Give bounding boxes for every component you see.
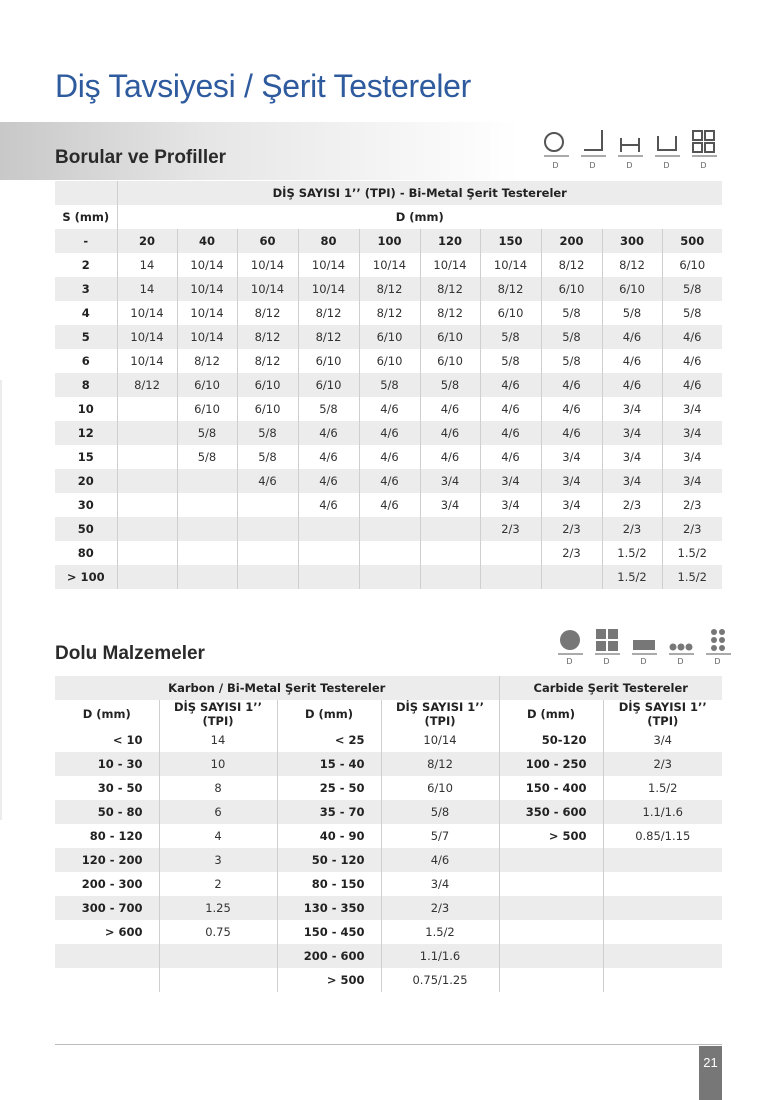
tpi-cell [480,565,541,589]
tpi-cell: 6/10 [420,325,480,349]
tpi-cell [359,565,420,589]
page-title: Diş Tavsiyesi / Şerit Testereler [55,68,472,104]
u-channel-icon: D [648,128,685,170]
tpi-cell: 2/3 [381,896,499,920]
diameter-cell: 50-120 [499,728,603,752]
tpi-cell: 6/10 [381,776,499,800]
tpi-cell: 4/6 [662,325,722,349]
tpi-cell: 4/6 [298,493,359,517]
tpi-cell: 10/14 [117,349,177,373]
table-row [55,277,722,301]
tpi-cell [117,565,177,589]
tpi-cell: 4/6 [420,445,480,469]
tpi-cell: 4/6 [420,397,480,421]
tpi-cell: 4/6 [662,373,722,397]
tpi-cell [159,944,277,968]
tpi-cell: 4/6 [480,421,541,445]
table-row [55,968,722,992]
diameter-cell: 50 - 80 [55,800,159,824]
table-row [55,872,722,896]
tpi-cell: 1.5/2 [602,565,662,589]
tpi-cell: 5/8 [480,349,541,373]
tpi-cell: 8/12 [237,349,298,373]
tpi-cell: 3/4 [420,493,480,517]
diameter-cell [499,944,603,968]
diameter-cell: 35 - 70 [277,800,381,824]
group-carbide: Carbide Şerit Testereler [499,676,722,700]
tpi-cell: 3/4 [662,469,722,493]
tpi-cell: 4/6 [359,421,420,445]
tpi-cell [480,541,541,565]
tpi-cell: 3 [159,848,277,872]
tpi-cell: 1.5/2 [662,565,722,589]
tpi-cell: 1.25 [159,896,277,920]
bundle-stack-icon: D [699,628,736,666]
tpi-cell [603,944,722,968]
table-row [55,776,722,800]
tpi-cell: 8/12 [298,301,359,325]
tpi-cell: 5/8 [237,445,298,469]
diameter-cell [499,896,603,920]
s-value: 4 [55,301,117,325]
diameter-cell: 15 - 40 [277,752,381,776]
tpi-cell: 4 [159,824,277,848]
tpi-cell: 14 [117,253,177,277]
tpi-cell: 4/6 [541,421,602,445]
tpi-cell [177,493,237,517]
tpi-cell: 4/6 [359,445,420,469]
tpi-cell: 8/12 [177,349,237,373]
tpi-cell: 0.75/1.25 [381,968,499,992]
table-row [55,325,722,349]
tpi-cell: 4/6 [541,397,602,421]
diameter-cell: > 500 [499,824,603,848]
tpi-cell: 4/6 [420,421,480,445]
tpi-cell [603,968,722,992]
tpi-cell [298,541,359,565]
tpi-cell: 10/14 [420,253,480,277]
tpi-cell: 10/14 [359,253,420,277]
d-value: 100 [359,229,420,253]
bundle-row-icon: D [662,628,699,666]
tpi-cell: 10/14 [177,301,237,325]
diameter-cell: 80 - 150 [277,872,381,896]
tpi-cell: 10/14 [298,277,359,301]
d-value: 60 [237,229,298,253]
solid-tpi-table [55,676,722,992]
tpi-cell: 4/6 [602,373,662,397]
tpi-cell [237,493,298,517]
tpi-cell [298,517,359,541]
diameter-cell [499,920,603,944]
s-value: 30 [55,493,117,517]
tpi-cell: 3/4 [682,450,702,464]
diameter-cell: 350 - 600 [499,800,603,824]
diameter-cell: > 500 [277,968,381,992]
tpi-cell: 2/3 [662,517,722,541]
tpi-cell: 6/10 [298,349,359,373]
table-row [55,301,722,325]
tpi-cell [177,565,237,589]
tpi-cell [177,517,237,541]
tpi-cell [117,397,177,421]
tpi-cell: 8/12 [359,277,420,301]
h-beam-icon: D [626,161,633,170]
diameter-cell: 100 - 250 [499,752,603,776]
d-value: 80 [298,229,359,253]
tpi-cell: 5/8 [541,301,602,325]
tpi-cell: 4/6 [480,373,541,397]
tpi-cell: 4/6 [602,349,662,373]
angle-icon: D [574,128,611,170]
tpi-cell: 6/10 [298,373,359,397]
d-value: 40 [177,229,237,253]
tpi-cell: 4/6 [298,445,359,469]
tpi-cell [117,421,177,445]
tpi-cell: 3/4 [602,469,662,493]
tpi-cell: 2/3 [602,493,662,517]
s-value: 50 [55,517,117,541]
tpi-cell [603,872,722,896]
tpi-cell [420,565,480,589]
tpi-cell: 3/4 [653,733,672,747]
diameter-cell [55,944,159,968]
tpi-cell [603,920,722,944]
flat-bar-icon: D [625,628,662,666]
tpi-cell [420,541,480,565]
tpi-cell: 6/10 [420,349,480,373]
table-row [55,800,722,824]
tpi-cell [177,469,237,493]
section-title-solid: Dolu Malzemeler [55,643,205,664]
s-value: 8 [55,373,117,397]
table-row [55,445,722,469]
tpi-cell: 8/12 [480,277,541,301]
tpi-cell: 3/4 [602,421,662,445]
tpi-cell [603,896,722,920]
table-row [55,397,722,421]
tpi-cell: 10/14 [177,325,237,349]
s-value: 80 [55,541,117,565]
diameter-cell: 200 - 600 [277,944,381,968]
diameter-cell: 150 - 400 [499,776,603,800]
tpi-cell: 5/8 [602,301,662,325]
tpi-cell: 4/6 [359,493,420,517]
header-row-dvalues: - 20 40 60 80 100 120 150 200 300 500 [55,229,722,253]
tpi-cell: 5/8 [177,445,237,469]
tpi-cell [298,565,359,589]
tpi-cell: 3/4 [541,469,602,493]
tpi-cell: 8 [159,776,277,800]
tpi-cell: 2/3 [682,498,702,512]
tpi-cell: 1.1/1.6 [381,944,499,968]
tpi-cell: 3/4 [480,493,541,517]
diameter-cell: 40 - 90 [277,824,381,848]
table-row [55,824,722,848]
tpi-cell: 5/8 [541,349,602,373]
tpi-cell: 5/8 [177,421,237,445]
s-value: 5 [55,325,117,349]
table-row [55,493,722,517]
tpi-cell: 2/3 [541,541,602,565]
s-value: 3 [55,277,117,301]
tpi-cell: 5/8 [480,325,541,349]
column-header-row: D (mm) DİŞ SAYISI 1’’ (TPI) D (mm) DİŞ SAYISI 1’’ (TPI) D (mm) DİŞ SAYISI 1’’ (TPI) [55,700,722,728]
tpi-cell: 1.1/1.6 [603,800,722,824]
tpi-cell: 6/10 [359,325,420,349]
tpi-cell: 8/12 [381,752,499,776]
tpi-cell [237,517,298,541]
tpi-cell: 8/12 [117,373,177,397]
diameter-cell [499,848,603,872]
tpi-cell: 3/4 [541,445,602,469]
tpi-cell: 6/10 [602,277,662,301]
tpi-cell: 10/14 [237,277,298,301]
tpi-cell [359,541,420,565]
diameter-cell [499,968,603,992]
tpi-cell: 8/12 [237,325,298,349]
tpi-cell: 5/8 [420,373,480,397]
square-bars-icon: D [588,628,625,666]
footer-divider [55,1044,722,1045]
s-value: 20 [55,469,117,493]
tpi-cell [117,493,177,517]
tpi-cell: 10/14 [298,253,359,277]
tpi-cell [177,541,237,565]
tpi-cell: 3/4 [480,469,541,493]
tpi-cell: 8/12 [420,277,480,301]
tpi-cell: 6/10 [177,397,237,421]
d-value: 500 [662,229,722,253]
main-header: DİŞ SAYISI 1’’ (TPI) - Bi-Metal Şerit Testereler [117,181,722,205]
table-row [55,373,722,397]
tpi-cell [237,565,298,589]
tpi-cell: 4/6 [237,469,298,493]
tpi-cell: 5/8 [682,306,702,320]
tpi-cell: 5/8 [541,325,602,349]
tpi-cell: 10/14 [480,253,541,277]
table-row [55,848,722,872]
table-row [55,541,722,565]
tpi-cell: 1.5/2 [677,546,707,560]
diameter-cell: 300 - 700 [55,896,159,920]
tpi-cell: 10 [159,752,277,776]
diameter-cell: 200 - 300 [55,872,159,896]
tpi-cell: 4/6 [541,373,602,397]
tpi-cell: 5/8 [359,373,420,397]
s-value: 2 [55,253,117,277]
diameter-cell: 10 - 30 [55,752,159,776]
diameter-cell: 150 - 450 [277,920,381,944]
tpi-cell: 6/10 [359,349,420,373]
tpi-cell: 1.5/2 [602,541,662,565]
tpi-cell: 6/10 [480,301,541,325]
tpi-cell: 4/6 [359,469,420,493]
tpi-cell: 5/8 [298,397,359,421]
tpi-cell: 10/14 [237,253,298,277]
table-row [55,349,722,373]
tpi-cell: 4/6 [682,354,702,368]
tpi-cell: 4/6 [381,848,499,872]
d-value: 300 [602,229,662,253]
page-number: 21 [699,1046,722,1100]
tpi-cell: 10/14 [381,728,499,752]
tpi-cell: 4/6 [602,325,662,349]
tpi-cell: 2/3 [541,517,602,541]
tpi-cell [159,968,277,992]
tpi-cell: 8/12 [420,301,480,325]
group-header-row [55,676,722,700]
table-row [55,752,722,776]
d-value: 150 [480,229,541,253]
tpi-cell: 3/4 [602,397,662,421]
tpi-cell: 10/14 [117,325,177,349]
table-row [55,517,722,541]
tpi-cell: 1.5/2 [381,920,499,944]
tpi-cell: 8/12 [602,253,662,277]
tpi-cell: 2/3 [602,517,662,541]
edge-mark [0,380,2,820]
tpi-cell [117,445,177,469]
diameter-cell: > 600 [55,920,159,944]
tpi-cell: 8/12 [541,253,602,277]
tpi-cell: 6/10 [237,373,298,397]
tpi-cell: 14 [117,277,177,301]
tpi-cell: 5/8 [381,800,499,824]
s-value: 15 [55,445,117,469]
tpi-cell: 4/6 [480,397,541,421]
tpi-cell: 2/3 [603,752,722,776]
diameter-cell: 120 - 200 [55,848,159,872]
tpi-cell [541,565,602,589]
diameter-cell: 50 - 120 [277,848,381,872]
diameter-cell: < 25 [277,728,381,752]
table-row [55,253,722,277]
tpi-cell: 4/6 [298,469,359,493]
round-bar-icon: D [551,628,588,666]
square-tubes-icon: D [685,128,722,170]
header-row-d [55,205,722,229]
table-row [55,920,722,944]
tpi-cell: 5/8 [237,421,298,445]
d-value: 200 [541,229,602,253]
tube-tpi-table [55,181,722,589]
tpi-cell: 3/4 [381,872,499,896]
s-header: S (mm) [55,205,117,229]
table-row [55,728,722,752]
diameter-cell: 25 - 50 [277,776,381,800]
tpi-cell: 3/4 [420,469,480,493]
tpi-cell [359,517,420,541]
tpi-cell: 10/14 [177,277,237,301]
tpi-cell: 4/6 [298,421,359,445]
tpi-cell: 8/12 [237,301,298,325]
tpi-cell: 8/12 [359,301,420,325]
tpi-cell: 1.5/2 [648,781,678,795]
tpi-cell: 2 [159,872,277,896]
tpi-cell: 2/3 [480,517,541,541]
tpi-cell [420,517,480,541]
s-value: 6 [55,349,117,373]
tpi-cell: 5/7 [381,824,499,848]
tpi-cell: 3/4 [541,493,602,517]
diameter-cell: 130 - 350 [277,896,381,920]
solid-icons [551,628,736,666]
tpi-cell: 4/6 [359,397,420,421]
d-value: 20 [117,229,177,253]
tpi-cell: 6/10 [541,277,602,301]
tpi-cell: 8/12 [298,325,359,349]
diameter-cell: 80 - 120 [55,824,159,848]
tube-icon: D [537,128,574,170]
table-row [55,896,722,920]
table-row [55,469,722,493]
header-row-main [55,181,722,205]
s-value: > 100 [55,565,117,589]
table-row [55,421,722,445]
tpi-cell: 5/8 [662,277,722,301]
tpi-cell [603,848,722,872]
tpi-cell: 10/14 [177,253,237,277]
table-row [55,565,722,589]
tpi-cell: 3/4 [602,445,662,469]
tpi-cell [237,541,298,565]
tpi-cell: 6/10 [679,258,706,272]
group-carbon: Karbon / Bi-Metal Şerit Testereler [55,676,499,700]
tpi-cell: 4/6 [480,445,541,469]
section-title-tubes: Borular ve Profiller [55,147,227,168]
diameter-cell: 30 - 50 [55,776,159,800]
diameter-cell [499,872,603,896]
diameter-cell [55,968,159,992]
diameter-cell: < 10 [55,728,159,752]
tpi-cell: 10/14 [117,301,177,325]
tpi-cell: 6/10 [237,397,298,421]
d-header: D (mm) [395,210,444,224]
tpi-cell [117,541,177,565]
profile-icons [537,128,722,170]
tpi-cell: 3/4 [682,402,702,416]
tpi-cell: 6 [159,800,277,824]
tpi-cell: 0.85/1.15 [635,829,691,843]
tpi-cell [117,517,177,541]
table-row [55,944,722,968]
s-value: 10 [55,397,117,421]
tpi-cell: 0.75 [159,920,277,944]
s-value: 12 [55,421,117,445]
d-value: 120 [420,229,480,253]
tpi-cell: 14 [159,728,277,752]
tpi-cell [117,469,177,493]
tpi-cell: 3/4 [662,421,722,445]
tpi-cell: 6/10 [177,373,237,397]
